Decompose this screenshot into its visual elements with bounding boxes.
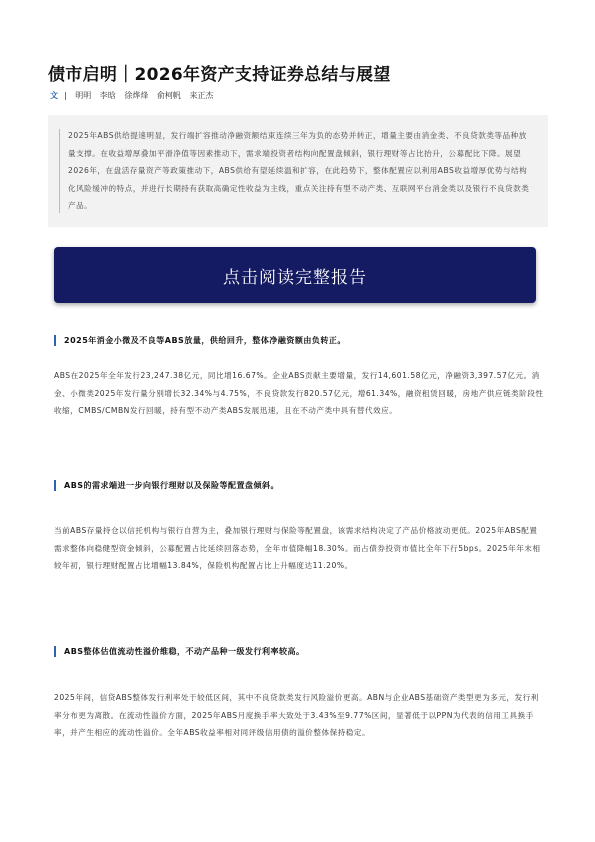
author-line [50, 90, 219, 101]
author-name: 李晗 [99, 91, 116, 100]
author-prefix: 文 [50, 91, 58, 100]
section-heading: ABS整体估值流动性溢价维稳，不动产品种一级发行利率较高。 [54, 646, 305, 657]
author-name: 来正杰 [189, 91, 214, 100]
author-separator: | [64, 91, 67, 100]
page-title: 债市启明｜2026年资产支持证券总结与展望 [48, 65, 391, 85]
read-full-report-button[interactable] [54, 247, 536, 303]
section-body: ABS在2025年全年发行23,247.38亿元，同比增16.67%。企业ABS贡献主要增量，发行14,601.58亿元，净融资3,397.57亿元。消金、小微类2025年发行量分别增长32.34%与4.75%，不良贷款发行820.57亿元，增61.34%，融资租赁回暖，房地产供应链类阶段性收缩，CMBS/CMBN发行回暖，持有型不动产类ABS发展迅速，且在不动产类中具有替代效应。 [54, 371, 544, 415]
section-body: 当前ABS存量持仓以信托机构与银行自营为主，叠加银行理财与保险等配置盘，该需求结构决定了产品价格波动更低。2025年ABS配置需求整体向稳健型资金倾斜，公募配置占比延续回落态势，全年市值降幅18.30%。而占债券投资市值比全年下行5bps。2025年年末相较年初，银行理财配置占比增幅13.84%，保险机构配置占比上升幅度达11.20%。 [54, 526, 541, 570]
summary-divider [59, 129, 60, 213]
section-heading: ABS的需求端进一步向银行理财以及保险等配置盘倾斜。 [54, 480, 279, 491]
author-name: 徐烨烽 [124, 91, 149, 100]
section-heading: 2025年消金小微及不良等ABS放量，供给回升，整体净融资额由负转正。 [54, 335, 346, 346]
author-name: 明明 [75, 91, 92, 100]
section-body: 2025年间，信贷ABS整体发行利率处于较低区间，其中不良贷款类发行风险溢价更高。ABN与企业ABS基础资产类型更为多元，发行利率分布更为离散。在流动性溢价方面，2025年ABS月度换手率大致处于3.43%至9.77%区间，显著低于以PPN为代表的信用工具换手率，并产生相应的流动性溢价。全年ABS收益率相对同评级信用债的溢价整体保持稳定。 [54, 693, 539, 737]
summary-text: 2025年ABS供给提速明显，发行端扩容推动净融资额结束连续三年为负的态势并转正，增量主要由消金类、不良贷款类等品种放量支撑。在收益增厚叠加平滑净值等因素推动下，需求端投资者结构向配置盘倾斜，银行理财等占比抬升，公募配比下降。展望2026年，在盘活存量资产等政策推动下，ABS供给有望延续温和扩容，在此趋势下，整体配置应以利用ABS收益增厚优势与结构化风险缓冲的特点，并进行长期持有获取高确定性收益为主线，重点关注持有型不动产类、互联网平台消金类以及银行不良贷款类产品。 [68, 131, 530, 210]
summary-box [48, 115, 548, 227]
read-full-report-label: 点击阅读完整报告 [223, 267, 367, 288]
author-name: 俞柯帆 [156, 91, 181, 100]
